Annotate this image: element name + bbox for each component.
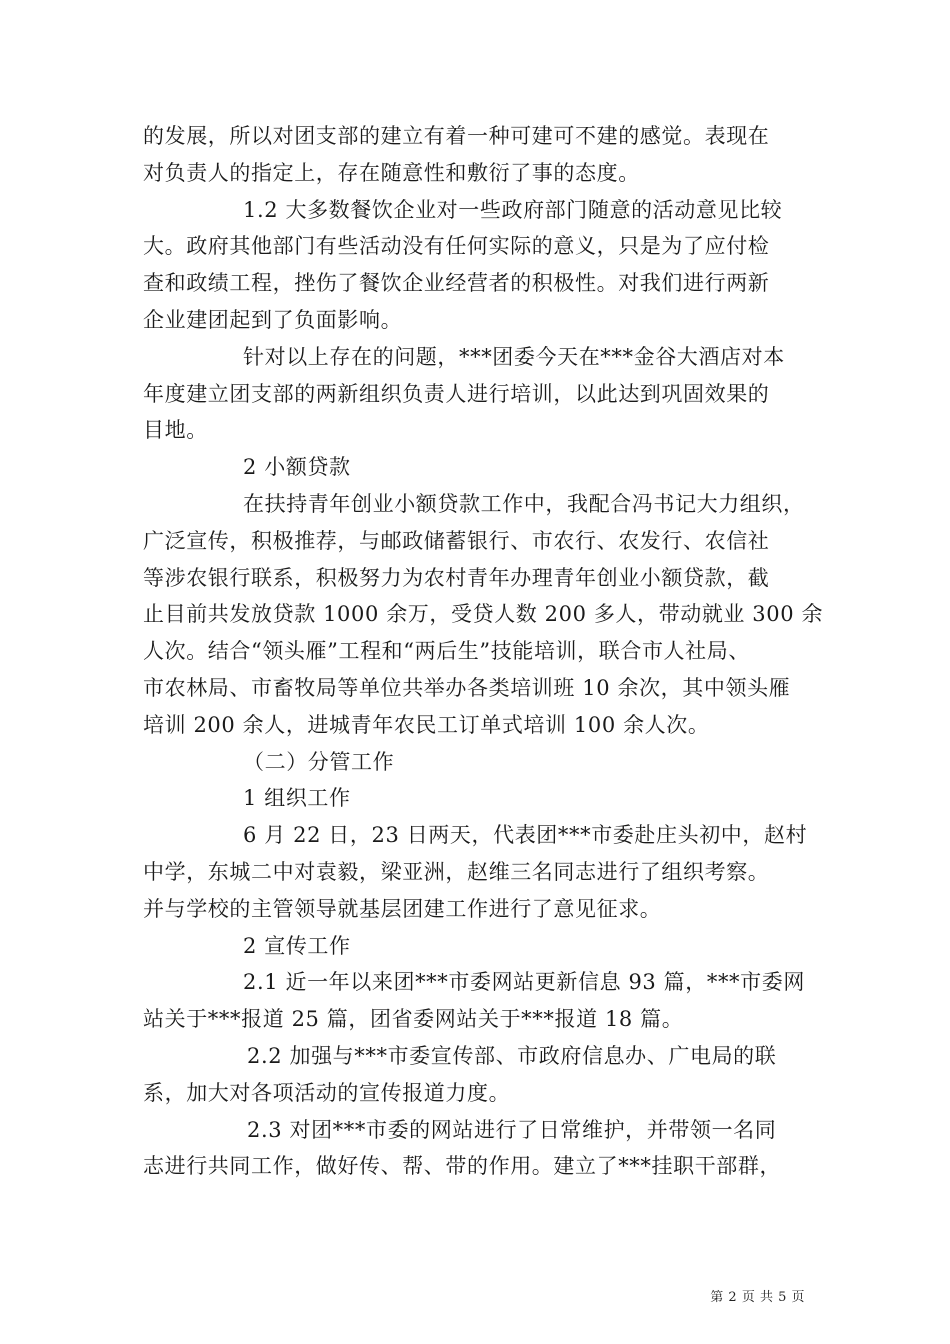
paragraph-line: 2.2 加强与***市委宣传部、市政府信息办、广电局的联 (247, 1043, 777, 1068)
paragraph-line: 志进行共同工作，做好传、帮、带的作用。建立了***挂职干部群， (143, 1154, 782, 1179)
paragraph-line: 2.1 近一年以来团***市委网站更新信息 93 篇，***市委网 (243, 970, 805, 995)
paragraph-line: 1.2 大多数餐饮企业对一些政府部门随意的活动意见比较 (243, 197, 783, 222)
paragraph-line: 2.3 对团***市委的网站进行了日常维护，并带领一名同 (247, 1117, 777, 1142)
paragraph-line: 查和政绩工程，挫伤了餐饮企业经营者的积极性。对我们进行两新 (143, 271, 770, 296)
paragraph-line: 人次。结合“领头雁”工程和“两后生”技能培训，联合市人社局、 (143, 639, 750, 664)
paragraph-line: 6 月 22 日，23 日两天，代表团***市委赴庄头初中，赵村 (243, 823, 808, 848)
paragraph-line: 市农林局、市畜牧局等单位共举办各类培训班 10 余次，其中领头雁 (143, 675, 791, 700)
paragraph-line: 在扶持青年创业小额贷款工作中，我配合冯书记大力组织， (243, 491, 805, 516)
paragraph-line: 并与学校的主管领导就基层团建工作进行了意见征求。 (143, 896, 662, 921)
paragraph-line: 企业建团起到了负面影响。 (143, 307, 403, 332)
paragraph-line: 止目前共发放贷款 1000 余万，受贷人数 200 多人，带动就业 300 余 (143, 602, 824, 627)
section-heading: 1 组织工作 (243, 786, 351, 811)
paragraph-line: 针对以上存在的问题，***团委今天在***金谷大酒店对本 (243, 344, 785, 369)
page-number: 第 2 页 共 5 页 (710, 1290, 805, 1305)
paragraph-line: 等涉农银行联系，积极努力为农村青年办理青年创业小额贷款，截 (143, 565, 770, 590)
paragraph-line: 站关于***报道 25 篇，团省委网站关于***报道 18 篇。 (143, 1007, 684, 1032)
paragraph-line: 年度建立团支部的两新组织负责人进行培训，以此达到巩固效果的 (143, 381, 770, 406)
paragraph-line: 目地。 (143, 418, 208, 443)
section-heading: 2 宣传工作 (243, 933, 351, 958)
paragraph-line: 广泛宣传，积极推荐，与邮政储蓄银行、市农行、农发行、农信社 (143, 528, 770, 553)
paragraph-line: 中学，东城二中对袁毅，梁亚洲，赵维三名同志进行了组织考察。 (143, 859, 770, 884)
paragraph-line: 培训 200 余人，进城青年农民工订单式培训 100 余人次。 (143, 712, 710, 737)
paragraph-line: 的发展，所以对团支部的建立有着一种可建可不建的感觉。表现在 (143, 124, 770, 148)
paragraph-line: 大。政府其他部门有些活动没有任何实际的意义，只是为了应付检 (143, 234, 770, 259)
section-heading: （二）分管工作 (243, 749, 395, 774)
paragraph-line: 系，加大对各项活动的宣传报道力度。 (143, 1080, 511, 1105)
paragraph-line: 对负责人的指定上，存在随意性和敷衍了事的态度。 (143, 160, 640, 185)
section-heading: 2 小额贷款 (243, 455, 351, 480)
body-text (143, 118, 824, 1185)
